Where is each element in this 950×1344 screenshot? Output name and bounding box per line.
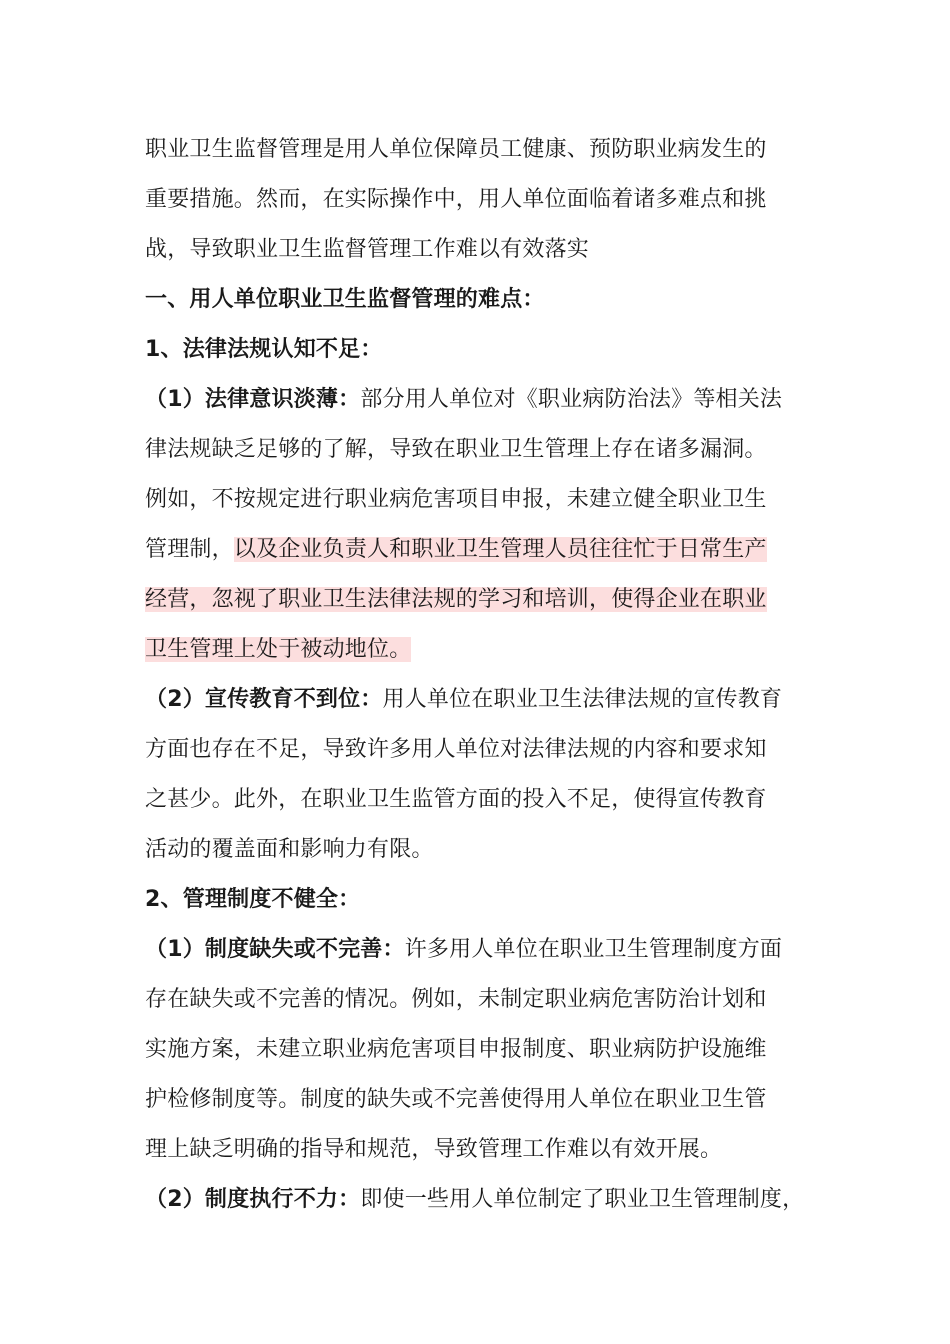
s2-p1-line-3: 实施方案，未建立职业病危害项目申报制度、职业病防护设施维 bbox=[145, 1037, 767, 1062]
s1-p1-label: （1）法律意识淡薄： bbox=[145, 387, 361, 412]
section-2-title: 2、管理制度不健全： bbox=[145, 887, 361, 912]
s1-p2-text: 用人单位在职业卫生法律法规的宣传教育 bbox=[382, 687, 783, 712]
s1-p1-line-6 bbox=[145, 635, 411, 665]
intro-line-3: 战，导致职业卫生监督管理工作难以有效落实 bbox=[145, 237, 590, 262]
highlighted-text: 以及企业负责人和职业卫生管理人员往往忙于日常生产 bbox=[233, 537, 767, 562]
s2-p2-label: （2）制度执行不力： bbox=[145, 1187, 361, 1212]
s1-p1-line-2: 律法规缺乏足够的了解，导致在职业卫生管理上存在诸多漏洞。 bbox=[145, 437, 767, 462]
s2-p1-label: （1）制度缺失或不完善： bbox=[145, 937, 405, 962]
s1-p1-line-4 bbox=[145, 535, 767, 565]
s2-p1-line-5: 理上缺乏明确的指导和规范，导致管理工作难以有效开展。 bbox=[145, 1137, 723, 1162]
s1-p2-line-4: 活动的覆盖面和影响力有限。 bbox=[145, 837, 434, 862]
s2-p1-line-4: 护检修制度等。制度的缺失或不完善使得用人单位在职业卫生管 bbox=[145, 1087, 767, 1112]
heading-difficulties: 一、用人单位职业卫生监督管理的难点： bbox=[145, 287, 545, 312]
s2-p1-text: 许多用人单位在职业卫生管理制度方面 bbox=[404, 937, 783, 962]
s1-p2-label: （2）宣传教育不到位： bbox=[145, 687, 383, 712]
s1-p2-line-3: 之甚少。此外，在职业卫生监管方面的投入不足，使得宣传教育 bbox=[145, 787, 767, 812]
s1-p1-plain-text: 管理制， bbox=[145, 537, 234, 562]
s1-p1-line-5 bbox=[145, 585, 767, 615]
s1-p2-line-2: 方面也存在不足，导致许多用人单位对法律法规的内容和要求知 bbox=[145, 737, 767, 762]
s1-p1-line-3: 例如，不按规定进行职业病危害项目申报，未建立健全职业卫生 bbox=[145, 487, 767, 512]
highlighted-text: 经营，忽视了职业卫生法律法规的学习和培训，使得企业在职业 bbox=[145, 587, 767, 612]
s2-p1-line-2: 存在缺失或不完善的情况。例如，未制定职业病危害防治计划和 bbox=[145, 987, 767, 1012]
s1-p1-text: 部分用人单位对《职业病防治法》等相关法 bbox=[360, 387, 783, 412]
intro-line-1: 职业卫生监督管理是用人单位保障员工健康、预防职业病发生的 bbox=[145, 137, 767, 162]
s1-p2-line-1 bbox=[145, 685, 782, 715]
section-1-title: 1、法律法规认知不足： bbox=[145, 337, 383, 362]
s2-p1-line-1 bbox=[145, 935, 782, 965]
highlighted-text: 卫生管理上处于被动地位。 bbox=[145, 637, 412, 662]
s2-p2-line-1 bbox=[145, 1185, 804, 1215]
s2-p2-text: 即使一些用人单位制定了职业卫生管理制度， bbox=[360, 1187, 805, 1212]
intro-line-2: 重要措施。然而，在实际操作中，用人单位面临着诸多难点和挑 bbox=[145, 187, 767, 212]
s1-p1-line-1 bbox=[145, 385, 782, 415]
